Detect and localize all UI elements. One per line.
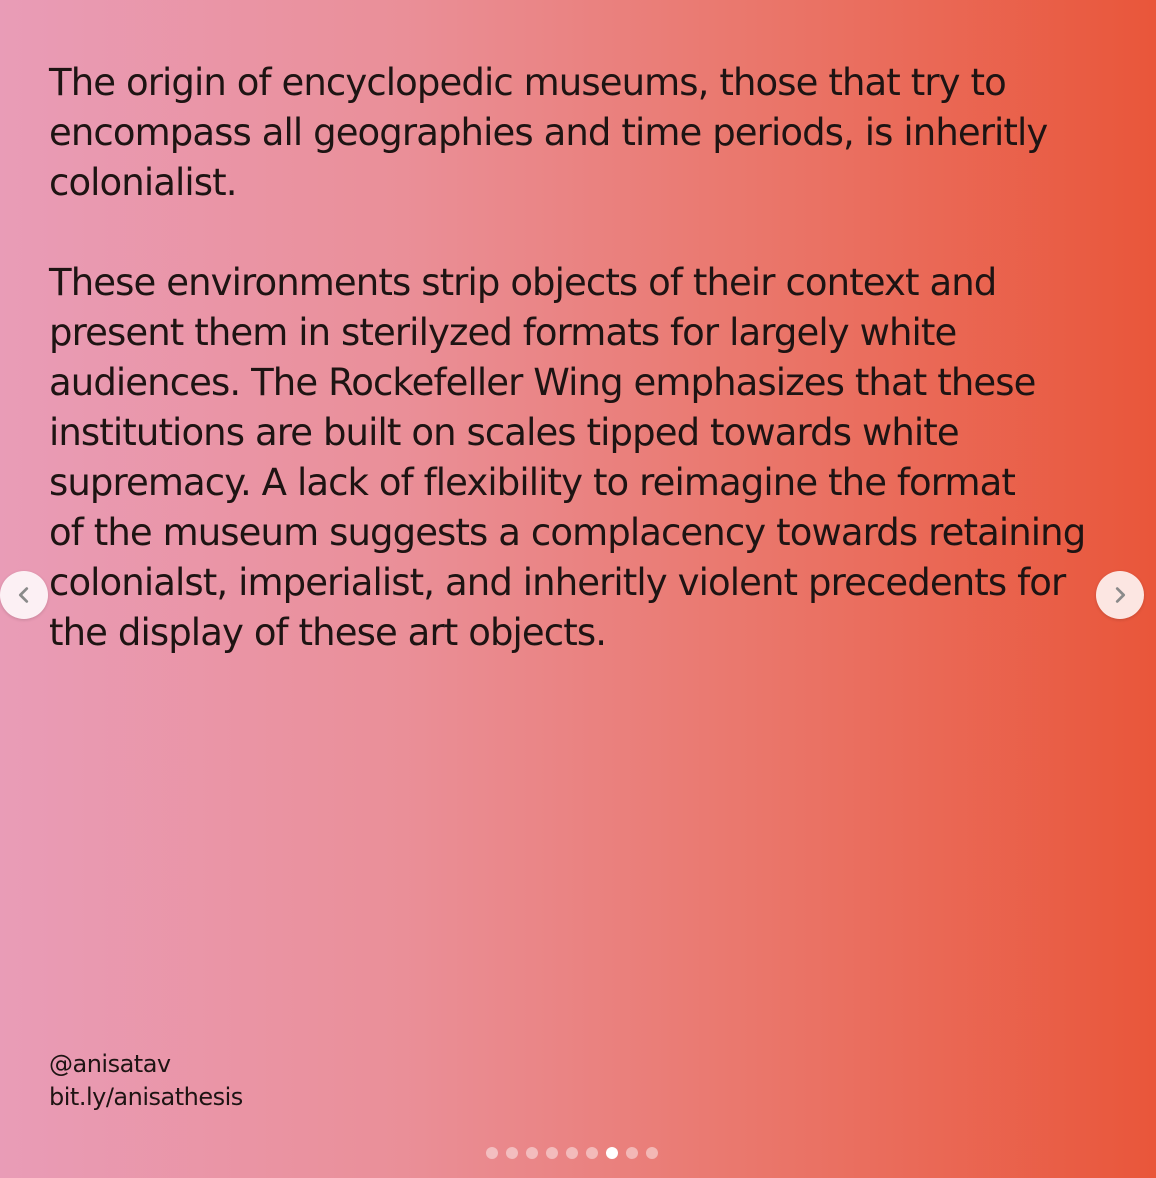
- carousel-pagination: [486, 1147, 658, 1159]
- paragraph-2: [49, 258, 1089, 658]
- pagination-dot: [566, 1147, 578, 1159]
- text-line: present them in sterilyzed formats for largely white: [49, 311, 957, 354]
- pagination-dot: [506, 1147, 518, 1159]
- pagination-dot: [646, 1147, 658, 1159]
- thesis-link: bit.ly/anisathesis: [49, 1083, 243, 1111]
- chevron-right-icon: [1109, 584, 1131, 606]
- text-line: audiences. The Rockefeller Wing emphasizes that these: [49, 361, 1036, 404]
- pagination-dot: [586, 1147, 598, 1159]
- author-handle: @anisatav: [49, 1050, 171, 1078]
- previous-slide-button[interactable]: [0, 571, 48, 619]
- pagination-dot: [546, 1147, 558, 1159]
- text-line: of the museum suggests a complacency towards retaining: [49, 511, 1086, 554]
- pagination-dot: [486, 1147, 498, 1159]
- text-line: encompass all geographies and time periods, is inheritly: [49, 111, 1048, 154]
- chevron-left-icon: [13, 584, 35, 606]
- text-line: colonialist.: [49, 161, 237, 204]
- text-line: colonialst, imperialist, and inheritly violent precedents for: [49, 561, 1066, 604]
- text-line: These environments strip objects of their context and: [49, 261, 997, 304]
- pagination-dot: [526, 1147, 538, 1159]
- slide-footer: [49, 1048, 243, 1114]
- post-body-text: [49, 58, 1089, 708]
- text-line: institutions are built on scales tipped towards white: [49, 411, 959, 454]
- pagination-dot: [626, 1147, 638, 1159]
- next-slide-button[interactable]: [1096, 571, 1144, 619]
- paragraph-1: [49, 58, 1089, 208]
- text-line: the display of these art objects.: [49, 611, 607, 654]
- text-line: supremacy. A lack of flexibility to reimagine the format: [49, 461, 1015, 504]
- text-line: The origin of encyclopedic museums, those that try to: [49, 61, 1006, 104]
- pagination-dot-active: [606, 1147, 618, 1159]
